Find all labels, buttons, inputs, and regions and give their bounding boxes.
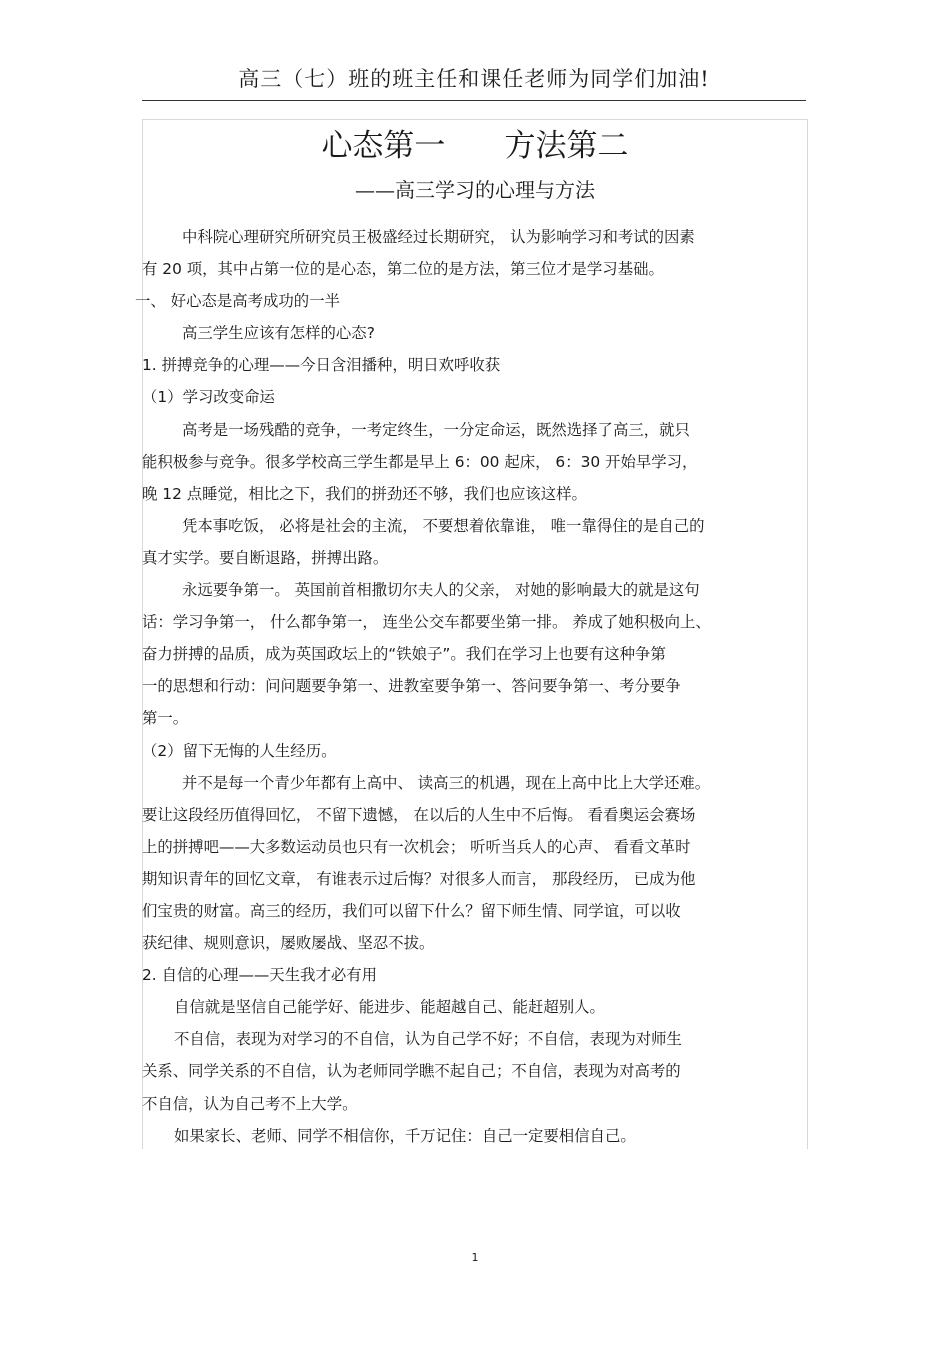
body-line: 高考是一场残酷的竞争，一考定终生，一分定命运，既然选择了高三，就只 [182,420,690,439]
subsection-heading: 1. 拼搏竞争的心理——今日含泪播种，明日欢呼收获 [142,356,501,375]
body-line: 有 20 项，其中占第一位的是心态，第二位的是方法，第三位才是学习基础。 [142,260,664,279]
body-line: 们宝贵的财富。高三的经历，我们可以留下什么？留下师生情、同学谊，可以收 [142,901,681,920]
body-line: 自信就是坚信自己能学好、能进步、能超越自己、能赶超别人。 [174,998,605,1017]
body-line: 话：学习争第一， 什么都争第一， 连坐公交车都要坐第一排。 养成了她积极向上、 [142,613,711,632]
body-line: 如果家长、老师、同学不相信你，千万记住：自己一定要相信自己。 [174,1126,636,1145]
document-body [135,221,808,1152]
body-line: 永远要争第一。 英国前首相撒切尔夫人的父亲， 对她的影响最大的就是这句 [182,581,700,600]
subsection-heading: 2. 自信的心理——天生我才必有用 [142,966,378,985]
header-rule [142,100,806,101]
body-line: 真才实学。要自断退路，拼搏出路。 [142,548,389,567]
body-line: 第一。 [142,709,189,728]
body-line: 中科院心理研究所研究员王极盛经过长期研究， 认为影响学习和考试的因素 [182,228,695,246]
body-line: 高三学生应该有怎样的心态? [182,324,375,343]
subsection-heading: （2）留下无悔的人生经历。 [142,741,337,760]
page-header: 高三（七）班的班主任和课任老师为同学们加油! [238,67,710,91]
body-line: 晚 12 点睡觉，相比之下，我们的拼劲还不够，我们也应该这样。 [142,484,587,503]
body-line: 凭本事吃饭， 必将是社会的主流， 不要想着依靠谁， 唯一靠得住的是自己的 [182,516,705,535]
document-subtitle: ——高三学习的心理与方法 [355,178,595,202]
body-line: 期知识青年的回忆文章， 有谁表示过后悔？对很多人而言， 那段经历， 已成为他 [142,869,696,888]
body-line: 获纪律、规则意识，屡败屡战、坚忍不拔。 [142,934,435,953]
subsection-heading: （1）学习改变命运 [142,388,275,407]
body-line: 不自信，认为自己考不上大学。 [142,1094,358,1113]
body-line: 一的思想和行动：问问题要争第一、进教室要争第一、答问要争第一、考分要争 [142,677,681,696]
page-number: 1 [471,1251,479,1264]
body-line: 要让这段经历值得回忆， 不留下遗憾， 在以后的人生中不后悔。 看看奥运会赛场 [142,805,696,824]
body-line: 奋力拼搏的品质，成为英国政坛上的“铁娘子”。我们在学习上也要有这种争第 [142,645,666,664]
document-title: 心态第一 方法第二 [321,128,629,164]
section-heading: 一、 好心态是高考成功的一半 [135,292,340,311]
body-line: 不自信，表现为对学习的不自信，认为自己学不好；不自信，表现为对师生 [174,1030,682,1049]
body-line: 能积极参与竞争。很多学校高三学生都是早上 6：00 起床， 6：30 开始早学习， [142,452,698,471]
body-line: 关系、同学关系的不自信，认为老师同学瞧不起自己；不自信，表现为对高考的 [142,1062,681,1081]
body-line: 上的拼搏吧——大多数运动员也只有一次机会； 听听当兵人的心声、 看看文革时 [142,837,691,856]
body-line: 并不是每一个青少年都有上高中、 读高三的机遇，现在上高中比上大学还难。 [182,773,711,792]
